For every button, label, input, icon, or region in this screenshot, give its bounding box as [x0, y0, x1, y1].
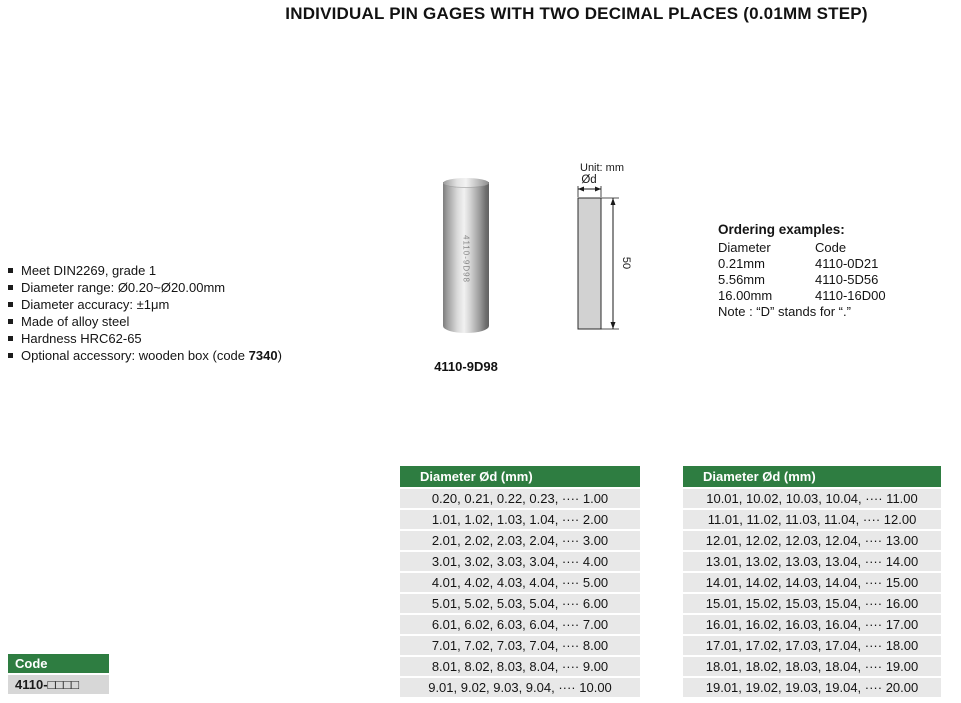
ordering-header-row [718, 240, 948, 256]
feature-text: Optional accessory: wooden box (code [21, 348, 249, 363]
ordering-examples [718, 222, 948, 320]
table-row: 5.01, 5.02, 5.03, 5.04, ···· 6.00 [400, 594, 640, 613]
ordering-title: Ordering examples: [718, 222, 845, 237]
diameter-table-left [400, 466, 640, 697]
arrowhead-left-icon [578, 187, 584, 192]
diameter-dim-label: Ød [581, 174, 597, 186]
feature-item [8, 330, 282, 347]
ordering-diameter-value: 5.56mm [718, 272, 765, 287]
feature-item [8, 347, 282, 364]
table-row: 15.01, 15.02, 15.03, 15.04, ···· 16.00 [683, 594, 941, 613]
feature-text: Meet DIN2269, grade 1 [21, 263, 157, 278]
bullet-square-icon [8, 268, 13, 273]
code-box-header: Code [8, 654, 109, 673]
bullet-square-icon [8, 319, 13, 324]
bullet-square-icon [8, 353, 13, 358]
ordering-code-value: 4110-16D00 [815, 288, 886, 303]
pin-top-face [443, 178, 489, 188]
table-row: 0.20, 0.21, 0.22, 0.23, ···· 1.00 [400, 489, 640, 508]
ordering-row [718, 272, 948, 288]
ordering-diameter-value: 0.21mm [718, 256, 765, 271]
arrowhead-down-icon [611, 322, 616, 329]
table-row: 18.01, 18.02, 18.03, 18.04, ···· 19.00 [683, 657, 941, 676]
feature-item [8, 262, 282, 279]
table-row: 16.01, 16.02, 16.03, 16.04, ···· 17.00 [683, 615, 941, 634]
pin-outline-rect [578, 198, 601, 329]
feature-item [8, 313, 282, 330]
unit-label: Unit: mm [580, 162, 624, 174]
table-header: Diameter Ød (mm) [400, 466, 640, 487]
feature-text: Made of alloy steel [21, 314, 130, 329]
table-row: 3.01, 3.02, 3.03, 3.04, ···· 4.00 [400, 552, 640, 571]
bullet-square-icon [8, 302, 13, 307]
ordering-row [718, 288, 948, 304]
bullet-square-icon [8, 336, 13, 341]
product-model-label: 4110-9D98 [434, 359, 498, 374]
bullet-square-icon [8, 285, 13, 290]
ordering-diameter-value: 16.00mm [718, 288, 773, 303]
dimension-drawing [553, 156, 648, 346]
feature-text: Diameter accuracy: ±1μm [21, 297, 170, 312]
arrowhead-up-icon [611, 198, 616, 205]
code-box-value: 4110-□□□□ [8, 675, 109, 694]
table-row: 2.01, 2.02, 2.03, 2.04, ···· 3.00 [400, 531, 640, 550]
table-row: 7.01, 7.02, 7.03, 7.04, ···· 8.00 [400, 636, 640, 655]
table-row: 8.01, 8.02, 8.03, 8.04, ···· 9.00 [400, 657, 640, 676]
ordering-code-value: 4110-5D56 [815, 272, 879, 287]
ordering-header-code: Code [815, 240, 847, 255]
ordering-header-diameter: Diameter [718, 240, 771, 255]
diameter-table-right [683, 466, 941, 697]
ordering-row [718, 256, 948, 272]
accessory-code: 7340 [248, 348, 278, 363]
height-dim-label: 50 [620, 256, 632, 270]
table-row: 17.01, 17.02, 17.03, 17.04, ···· 18.00 [683, 636, 941, 655]
feature-item [8, 279, 282, 296]
table-row: 1.01, 1.02, 1.03, 1.04, ···· 2.00 [400, 510, 640, 529]
feature-text: Diameter range: Ø0.20~Ø20.00mm [21, 280, 226, 295]
table-row: 14.01, 14.02, 14.03, 14.04, ···· 15.00 [683, 573, 941, 592]
table-row: 10.01, 10.02, 10.03, 10.04, ···· 11.00 [683, 489, 941, 508]
page-title: INDIVIDUAL PIN GAGES WITH TWO DECIMAL PLACES (0.01MM STEP) [285, 4, 868, 23]
table-row: 12.01, 12.02, 12.03, 12.04, ···· 13.00 [683, 531, 941, 550]
feature-text: Hardness HRC62-65 [21, 331, 142, 346]
pin-engraving-text: 4110-9D98 [461, 234, 471, 283]
feature-item [8, 296, 282, 313]
table-row: 11.01, 11.02, 11.03, 11.04, ···· 12.00 [683, 510, 941, 529]
table-header: Diameter Ød (mm) [683, 466, 941, 487]
table-row: 13.01, 13.02, 13.03, 13.04, ···· 14.00 [683, 552, 941, 571]
table-row: 6.01, 6.02, 6.03, 6.04, ···· 7.00 [400, 615, 640, 634]
table-row: 4.01, 4.02, 4.03, 4.04, ···· 5.00 [400, 573, 640, 592]
table-row: 9.01, 9.02, 9.03, 9.04, ···· 10.00 [400, 678, 640, 697]
ordering-code-value: 4110-0D21 [815, 256, 879, 271]
feature-list [8, 262, 282, 364]
ordering-note: Note : “D” stands for “.” [718, 304, 851, 319]
table-row: 19.01, 19.02, 19.03, 19.04, ···· 20.00 [683, 678, 941, 697]
pin-gage-image [443, 178, 489, 333]
arrowhead-right-icon [595, 187, 601, 192]
feature-text: ) [277, 348, 282, 363]
